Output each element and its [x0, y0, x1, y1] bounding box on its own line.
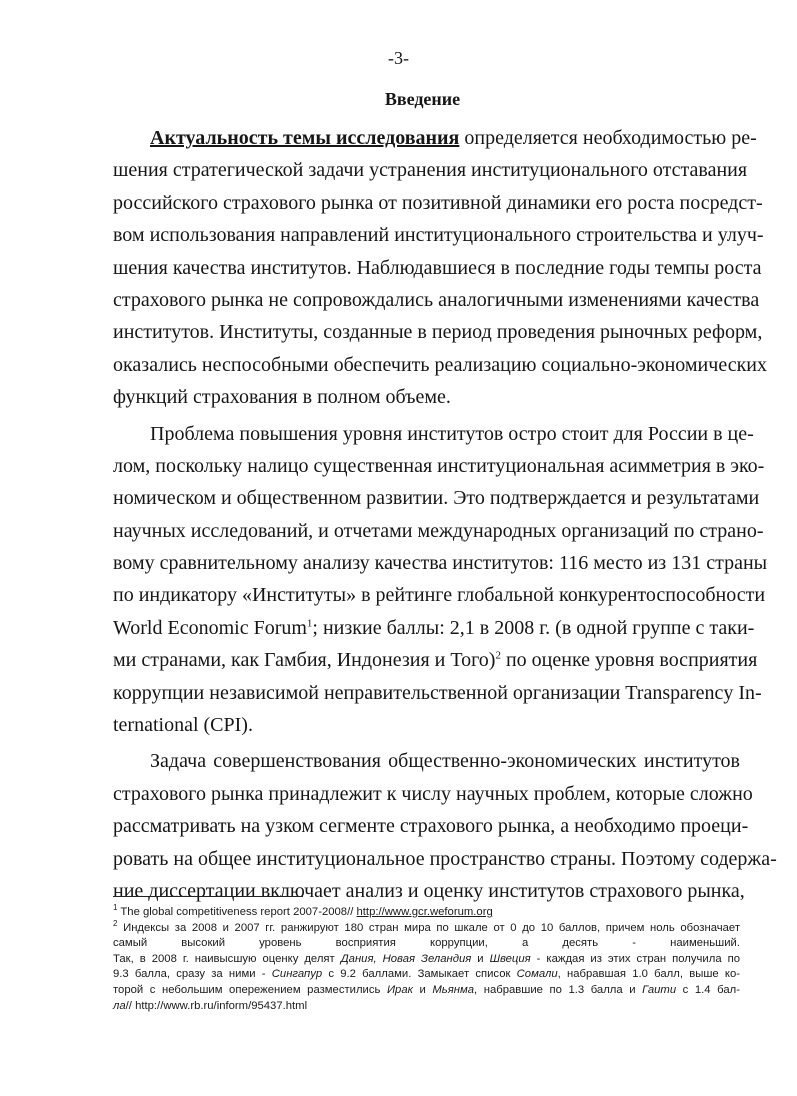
paragraph-1-line: оказались неспособными обеспечить реализацию социально-экономических: [113, 353, 767, 376]
page-number: -3-: [388, 48, 409, 68]
paragraph-3-line: ние диссертации включает анализ и оценку институтов страхового рынка,: [113, 879, 745, 902]
footnote-2-line: ла// http://www.rb.ru/inform/95437.html: [113, 999, 308, 1012]
paragraph-2-line: ми странами, как Гамбия, Индонезия и Того)$^2$ по оценке уровня восприятия: [113, 649, 758, 672]
paragraph-1-line: шения качества институтов. Наблюдавшиеся в последние годы темпы роста: [113, 256, 762, 279]
paragraph-2-line: Проблема повышения уровня институтов остро стоит для России в це-: [150, 422, 754, 445]
footnote-1: $^1$ The global competitiveness report 2007-2008// http://www.gcr.weforum.org: [113, 903, 493, 918]
paragraph-3-line: рассматривать на узком сегменте страхового рынка, а необходимо проеци-: [113, 815, 749, 838]
footnotes: [113, 905, 740, 1014]
paragraph-2-line: World Economic Forum$^1$; низкие баллы: 2,1 в 2008 г. (в одной группе с таки-: [113, 616, 755, 639]
paragraph-2-line: лом, поскольку налицо существенная институциональная асимметрия в эко-: [113, 454, 765, 477]
paragraph-3-line: ровать на общее институциональное пространство страны. Поэтому содержа-: [113, 847, 777, 870]
footnote-ref-1[interactable]: 1: [306, 617, 313, 630]
paragraph-2-line: номическом и общественном развитии. Это подтверждается и результатами: [113, 487, 760, 510]
paragraph-1-line: вом использования направлений институционального строительства и улуч-: [113, 224, 764, 247]
paragraph-1-line: шения стратегической задачи устранения институционального отставания: [113, 159, 748, 182]
paragraph-1-line: Актуальность темы исследования определяется необходимостью ре-: [150, 127, 757, 149]
footnote-divider: [113, 896, 303, 897]
paragraph-2-line: коррупции независимой неправительственной организации Transparency In-: [113, 681, 762, 704]
paragraph-1-line: институтов. Институты, созданные в период проведения рыночных реформ,: [113, 321, 763, 344]
footnote-1-link[interactable]: http://www.gcr.weforum.org: [356, 906, 493, 918]
paragraph-2-line: вому сравнительному анализу качества институтов: 116 место из 131 страны: [113, 552, 768, 575]
paragraph-1-line: страхового рынка не сопровождались аналогичными изменениями качества: [113, 288, 760, 311]
footnote-2-line: 9.3 балла, сразу за ними - Сингапур с 9.2 баллами. Замыкает список Сомали, набравшая 1.0 балл, выше ко-: [113, 968, 740, 981]
topic-relevance-heading: Актуальность темы исследования: [150, 127, 460, 149]
footnote-2-line: торой с небольшим опережением разместились Ирак и Мьянма, набравшие по 1.3 балла и Гаити с 1.4 бал-: [113, 983, 740, 996]
footnote-2-link[interactable]: // http://www.rb.ru/inform/95437.html: [125, 999, 308, 1012]
footnote-2-line: самый высокий уровень восприятия коррупции, а десять - наименьший.: [113, 937, 740, 950]
paragraph-2-line: по индикатору «Институты» в рейтинге глобальной конкурентоспособности: [113, 584, 766, 607]
section-title: Введение: [384, 89, 461, 109]
footnote-2-line: Так, в 2008 г. наивысшую оценку делят Дания, Новая Зеландия и Швеция - каждая из этих стран получила по: [113, 952, 741, 965]
paragraph-2-line: ternational (CPI).: [113, 714, 253, 737]
paragraph-1-line: функций страхования в полном объеме.: [113, 386, 451, 409]
footnote-2-line: $^2$ Индексы за 2008 и 2007 гг. ранжируют 180 стран мира по шкале от 0 до 10 баллов, причем ноль обозначает: [113, 918, 740, 934]
paragraph-1-line: российского страхового рынка от позитивной динамики его роста посредст-: [113, 191, 763, 214]
paragraph-3-line: страхового рынка принадлежит к числу научных проблем, которые сложно: [113, 782, 753, 805]
paragraph-3-line: Задача совершенствования общественно-экономических институтов: [150, 750, 740, 773]
footnote-ref-2[interactable]: 2: [495, 649, 501, 662]
body-text: [113, 122, 777, 907]
paragraph-2-line: научных исследований, и отчетами международных организаций по страно-: [113, 519, 764, 542]
